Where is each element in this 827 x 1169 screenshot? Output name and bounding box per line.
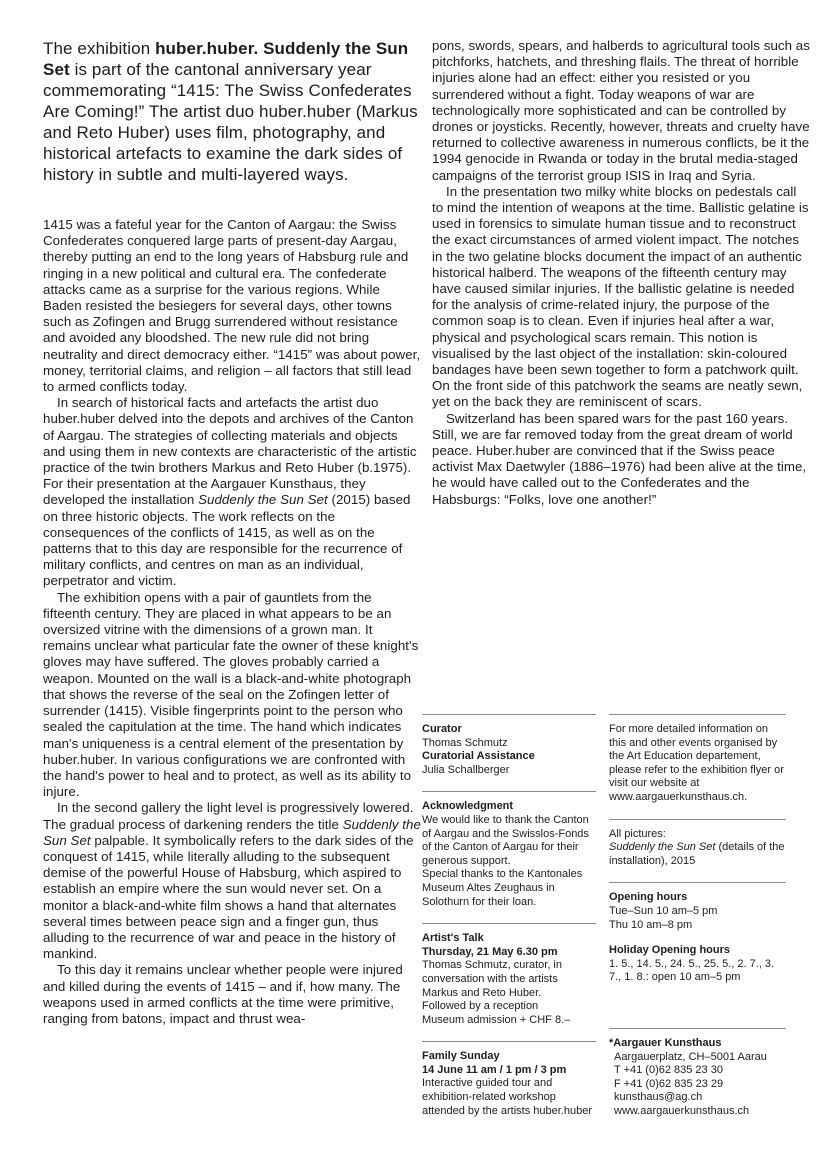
info-line [422, 1050, 596, 1064]
artists-talk-block [422, 923, 596, 1027]
text-segment: T +41 (0)62 835 23 30 [614, 1064, 723, 1077]
text-segment: Aargauerplatz, CH–5001 Aarau [614, 1050, 767, 1063]
info-grid [422, 714, 786, 1118]
info-line [422, 750, 596, 764]
text-segment: We would like to thank the Canton of Aargau and the Swisslos-Fonds of the Canton of Aargau for their generous support. [422, 813, 589, 867]
info-line [422, 868, 596, 909]
text-segment: Switzerland has been spared wars for the past 160 years. Still, we are far removed today from the great dream of world peace. Huber.huber are convinced that if the Swiss peace activist Max Daetwyler (1886–1976) had been alive at the time, he would have called out to the Confederates and the Habsburgs: “Folks, love one another!” [432, 410, 807, 507]
right-paragraphs [432, 38, 810, 508]
bold-text-segment: Family Sunday [422, 1050, 500, 1063]
info-column-left [422, 714, 596, 1118]
bold-text-segment: 14 June 11 am / 1 pm / 3 pm [422, 1063, 567, 1076]
text-segment: Interactive guided tour and exhibition-related workshop attended by the artists huber.huber [422, 1077, 593, 1117]
italic-text-segment: Suddenly the Sun Set [198, 492, 328, 508]
paragraph [43, 800, 421, 962]
info-line [422, 814, 596, 868]
info-line [422, 946, 596, 960]
text-segment: Special thanks to the Kantonales Museum Altes Zeughaus in Solothurn for their loan. [422, 868, 583, 908]
info-line [609, 1105, 786, 1119]
pictures-credit-block [609, 819, 786, 869]
info-line [422, 1014, 596, 1028]
text-segment: Thomas Schmutz, curator, in conversation with the artists Markus and Reto Huber. [422, 959, 562, 999]
text-segment: is part of the cantonal anniversary year commemorating “1415: The Swiss Confederates Are Coming!” The artist duo huber.huber (Markus and Reto Huber) uses film, photography, and historical artefacts to examine the dark sides of history in subtle and multi-layered ways. [43, 60, 418, 184]
text-segment: Thomas Schmutz [422, 736, 508, 749]
info-line [609, 723, 786, 805]
paragraph [432, 38, 810, 184]
bold-text-segment: Opening hours [609, 891, 688, 904]
info-line [609, 828, 786, 842]
bold-text-segment: huber.huber. Suddenly the Sun Set [43, 39, 409, 79]
text-segment: (details of the installation), 2015 [609, 841, 785, 867]
bold-text-segment: Curator [422, 723, 462, 735]
paragraph [43, 217, 421, 395]
info-line [609, 891, 786, 905]
text-segment: Followed by a reception [422, 1000, 539, 1013]
text-segment: In search of historical facts and artefacts the artist duo huber.huber delved into the depots and archives of the Canton of Aargau. The strategies of collecting materials and objects and using them in new contexts are characteristic of the artistic practice of the twin brothers Markus and Reto Huber (b.1975). For their presentation at the Aargauer Kunsthaus, they developed the installation [43, 395, 417, 508]
text-segment: (2015) based on three historic objects. The work reflects on the consequences of the conflicts of 1415, as well as on the patterns that to this day are responsible for the recurrence of military conflicts, and centres on man as an individual, perpetrator and victim. [43, 492, 411, 589]
text-segment: www.aargauerkunsthaus.ch [614, 1104, 750, 1117]
text-segment: For more detailed information on this and other events organised by the Art Education departement, please refer to the exhibition flyer or visit our website at www.aargauerkunsthaus.ch. [609, 723, 784, 803]
info-line [422, 800, 596, 814]
text-segment: palpable. It symbolically refers to the dark sides of the conquest of 1415, while literally alluding to the subsequent demise of the powerful House of Habsburg, which aspired to establish an empire where the sun would never set. On a monitor a black-and-white film shows a hand that alternates several times between peace sign and a finger gun, thus alluding to the recurrence of war and peace in the history of mankind. [43, 832, 414, 962]
bold-text-segment: Thursday, 21 May 6.30 pm [422, 945, 558, 958]
info-line [609, 905, 786, 919]
info-line [609, 1037, 786, 1051]
info-line [609, 919, 786, 933]
text-segment: kunsthaus@ag.ch [614, 1091, 703, 1104]
info-line [609, 841, 786, 868]
italic-text-segment: Suddenly the Sun Set [609, 841, 716, 854]
paragraph [432, 184, 810, 411]
text-segment: To this day it remains unclear whether people were injured and killed during the events of 1415 – and if, how many. The weapons used in armed conflicts at the time were primitive, ranging from batons, impact and thrust wea- [43, 962, 403, 1026]
info-line [609, 1078, 786, 1092]
article-column-right [422, 38, 810, 1117]
text-segment: Museum admission + CHF 8.– [422, 1013, 571, 1026]
bold-text-segment: Artist's Talk [422, 932, 484, 945]
italic-text-segment: Suddenly the Sun Set [43, 816, 421, 848]
events-info-block [609, 714, 786, 805]
info-line [609, 1064, 786, 1078]
intro-paragraph [43, 38, 421, 185]
bold-text-segment: Curatorial Assistance [422, 750, 535, 763]
text-segment: pons, swords, spears, and halberds to agricultural tools such as pitchforks, hatchets, and threshing flails. The threat of horrible injuries alone had an effect: either you resisted or you surrendered without a fight. Today weapons of war are technologically more sophisticated and can be controlled by drones or joysticks. Recently, however, threats and cruelty have returned to collective awareness in numerous conflicts, be it the 1994 genocide in Rwanda or today in the brutal media-staged campaigns of the terrorist group ISIS in Iraq and Syria. [432, 38, 810, 183]
info-line [422, 959, 596, 1000]
text-segment: 1415 was a fateful year for the Canton of Aargau: the Swiss Confederates conquered large parts of present-day Aargau, thereby putting an end to the long years of Habsburg rule and ringing in a new political and cultural era. The confederate attacks came as a surprise for the various regions. While Baden resisted the besiegers for several days, other towns such as Zofingen and Brugg surrendered without resistance and avoided any bloodshed. The new rule did not bring neutrality and direct democracy either. “1415” was about power, money, territorial claims, and religion – all factors that still lead to armed conflicts today. [43, 217, 421, 395]
info-line [609, 1091, 786, 1105]
text-segment: In the presentation two milky white blocks on pedestals call to mind the intention of weapons at the time. Ballistic gelatine is used in forensics to simulate human tissue and to reconstruct the exact circumstances of armed violent impact. The notches in the two gelatine blocks document the impact of an authentic historical halberd. The weapons of the fifteenth century may have caused similar injuries. If the ballistic gelatine is needed for the analysis of crime-related injury, the purpose of the common soap is to clean. Even if injuries heal after a war, physical and psychological scars remain. This notion is visualised by the last object of the installation: skin-coloured bandages have been sewn together to form a patchwork quilt. On the front side of this patchwork the seams are neatly sewn, yet on the back they are reminiscent of scars. [432, 183, 809, 410]
left-paragraphs [43, 217, 421, 1027]
text-segment: 1. 5., 14. 5., 24. 5., 25. 5., 2. 7., 3. 7., 1. 8.: open 10 am–5 pm [609, 957, 775, 984]
info-line [609, 958, 786, 985]
info-line [422, 1064, 596, 1078]
info-line [422, 764, 596, 778]
acknowledgment-block [422, 791, 596, 909]
info-line [422, 1000, 596, 1014]
text-segment: The exhibition opens with a pair of gauntlets from the fifteenth century. They are placed in what appears to be an oversized vitrine with the dimensions of a grown man. It remains unclear what particular fate the owner of these knight's gloves may have suffered. The gloves probably carried a weapon. Mounted on the wall is a black-and-white photograph that shows the reverse of the seal on the Zofingen letter of surrender (1415). Visible fingerprints point to the person who sealed the capitulation at the time. The hand which indicates man's uniqueness is a central element of the presentation by huber.huber. In various configurations we are confronted with the hand's power to heal and to protect, as well as its ability to injure. [43, 589, 419, 800]
family-sunday-block [422, 1041, 596, 1118]
paragraph [43, 395, 421, 589]
text-segment: In the second gallery the light level is progressively lowered. The gradual process of darkening renders the title [43, 800, 414, 832]
article-column-left [43, 38, 421, 1027]
text-segment: Thu 10 am–8 pm [609, 918, 693, 931]
text-segment: Tue–Sun 10 am–5 pm [609, 904, 718, 917]
kunsthaus-address-block [609, 1028, 786, 1119]
paragraph [43, 962, 421, 1027]
info-column-right [609, 714, 786, 1118]
info-line [422, 723, 596, 737]
text-segment: The exhibition [43, 39, 156, 58]
info-line [422, 932, 596, 946]
info-line [422, 737, 596, 751]
paragraph [43, 590, 421, 801]
curator-block [422, 714, 596, 777]
opening-hours-block [609, 882, 786, 985]
info-line [609, 944, 786, 958]
info-line [422, 1077, 596, 1118]
text-segment: F +41 (0)62 835 23 29 [614, 1077, 724, 1090]
text-segment: All pictures: [609, 827, 666, 840]
text-segment: Julia Schallberger [422, 763, 510, 776]
bold-text-segment: *Aargauer Kunsthaus [609, 1036, 722, 1049]
bold-text-segment: Holiday Opening hours [609, 944, 731, 957]
info-line [609, 1051, 786, 1065]
paragraph [432, 411, 810, 508]
bold-text-segment: Acknowledgment [422, 800, 514, 813]
